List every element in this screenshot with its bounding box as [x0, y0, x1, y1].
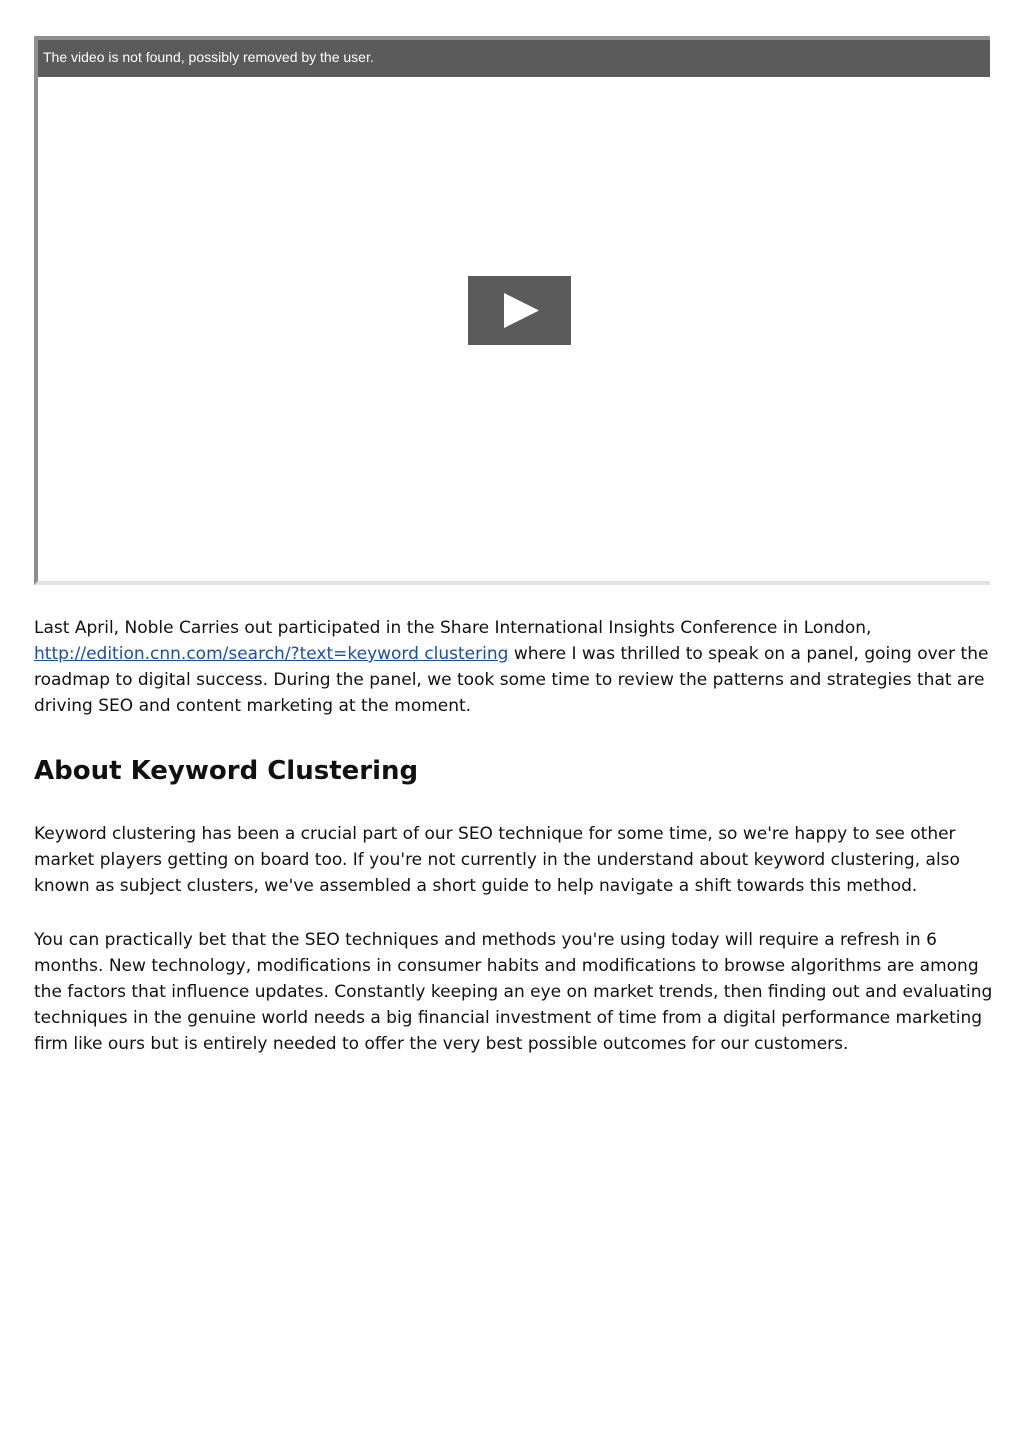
play-icon: [468, 276, 571, 345]
video-error-message: The video is not found, possibly removed by the user.: [43, 49, 374, 65]
video-embed[interactable]: [34, 36, 990, 585]
article-body: [34, 615, 994, 1057]
intro-text-after-link: where I was thrilled to speak on a panel, going over the roadmap to digital success. During the panel, we took some time to review the patterns and strategies that are driving SEO and content marketing at the moment.: [34, 644, 989, 716]
keyword-clustering-paragraph: Keyword clustering has been a crucial part of our SEO technique for some time, so we're happy to see other market players getting on board too. If you're not currently in the understand about keyword clustering, also known as subject clusters, we've assembled a short guide to help navigate a shift towards this method.: [34, 824, 960, 896]
intro-paragraph: [34, 615, 994, 719]
seo-techniques-paragraph: You can practically bet that the SEO techniques and methods you're using today will require a refresh in 6 months. New technology, modifications in consumer habits and modifications to browse algorithms are among the factors that influence updates. Constantly keeping an eye on market trends, then finding out and evaluating techniques in the genuine world needs a big financial investment of time from a digital performance marketing firm like ours but is entirely needed to offer the very best possible outcomes for our customers.: [34, 930, 993, 1054]
intro-text-before-link: Last April, Noble Carries out participated in the Share International Insights Conference in London,: [34, 618, 872, 638]
video-error-bar: [38, 40, 990, 77]
section-heading: About Keyword Clustering: [34, 756, 419, 786]
cnn-search-link[interactable]: http://edition.cnn.com/search/?text=keyword clustering: [34, 644, 509, 664]
play-button[interactable]: [468, 276, 571, 345]
